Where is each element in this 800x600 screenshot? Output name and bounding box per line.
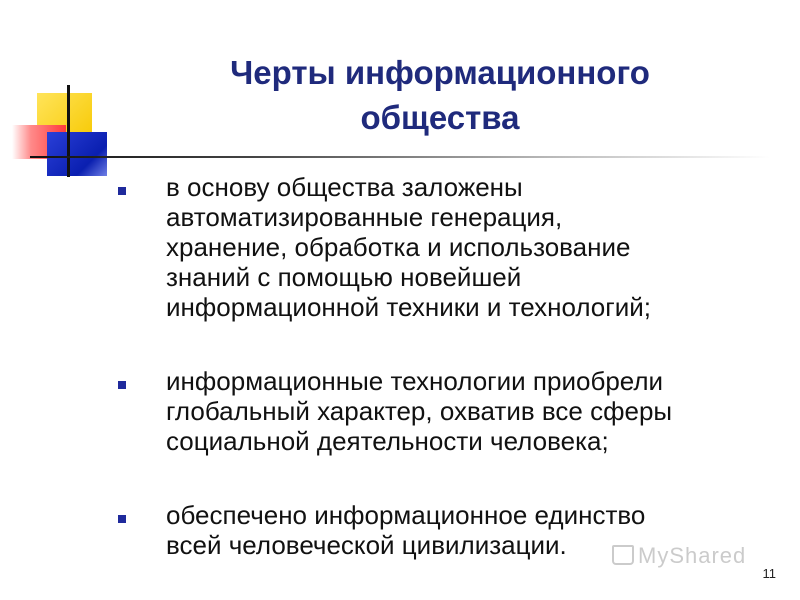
square-bullet-icon	[118, 381, 126, 389]
title-underline	[30, 156, 770, 158]
bullet-text: в основу общества заложены автоматизированные генерация, хранение, обработка и использование знаний с помощью новейшей информационной техники и технологий;	[166, 172, 652, 322]
decor-blue-square	[47, 132, 107, 176]
bullet-list	[118, 172, 778, 560]
slide-title-line2: общества	[360, 99, 520, 136]
decor-vertical-line	[67, 85, 70, 177]
bullet-text: обеспечено информационное единство всей человеческой цивилизации.	[166, 500, 646, 560]
slide-title	[110, 50, 770, 140]
watermark-text: MyShared	[638, 543, 747, 568]
watermark	[612, 543, 746, 569]
page-number: 11	[762, 566, 776, 581]
bullet-text: информационные технологии приобрели глобальный характер, охватив все сферы социальной деятельности человека;	[166, 366, 673, 456]
bullet-item	[118, 366, 778, 456]
slide-title-line1: Черты информационного	[230, 54, 650, 91]
bullet-item	[118, 172, 778, 322]
square-bullet-icon	[118, 187, 126, 195]
cart-icon	[612, 545, 634, 565]
square-bullet-icon	[118, 515, 126, 523]
